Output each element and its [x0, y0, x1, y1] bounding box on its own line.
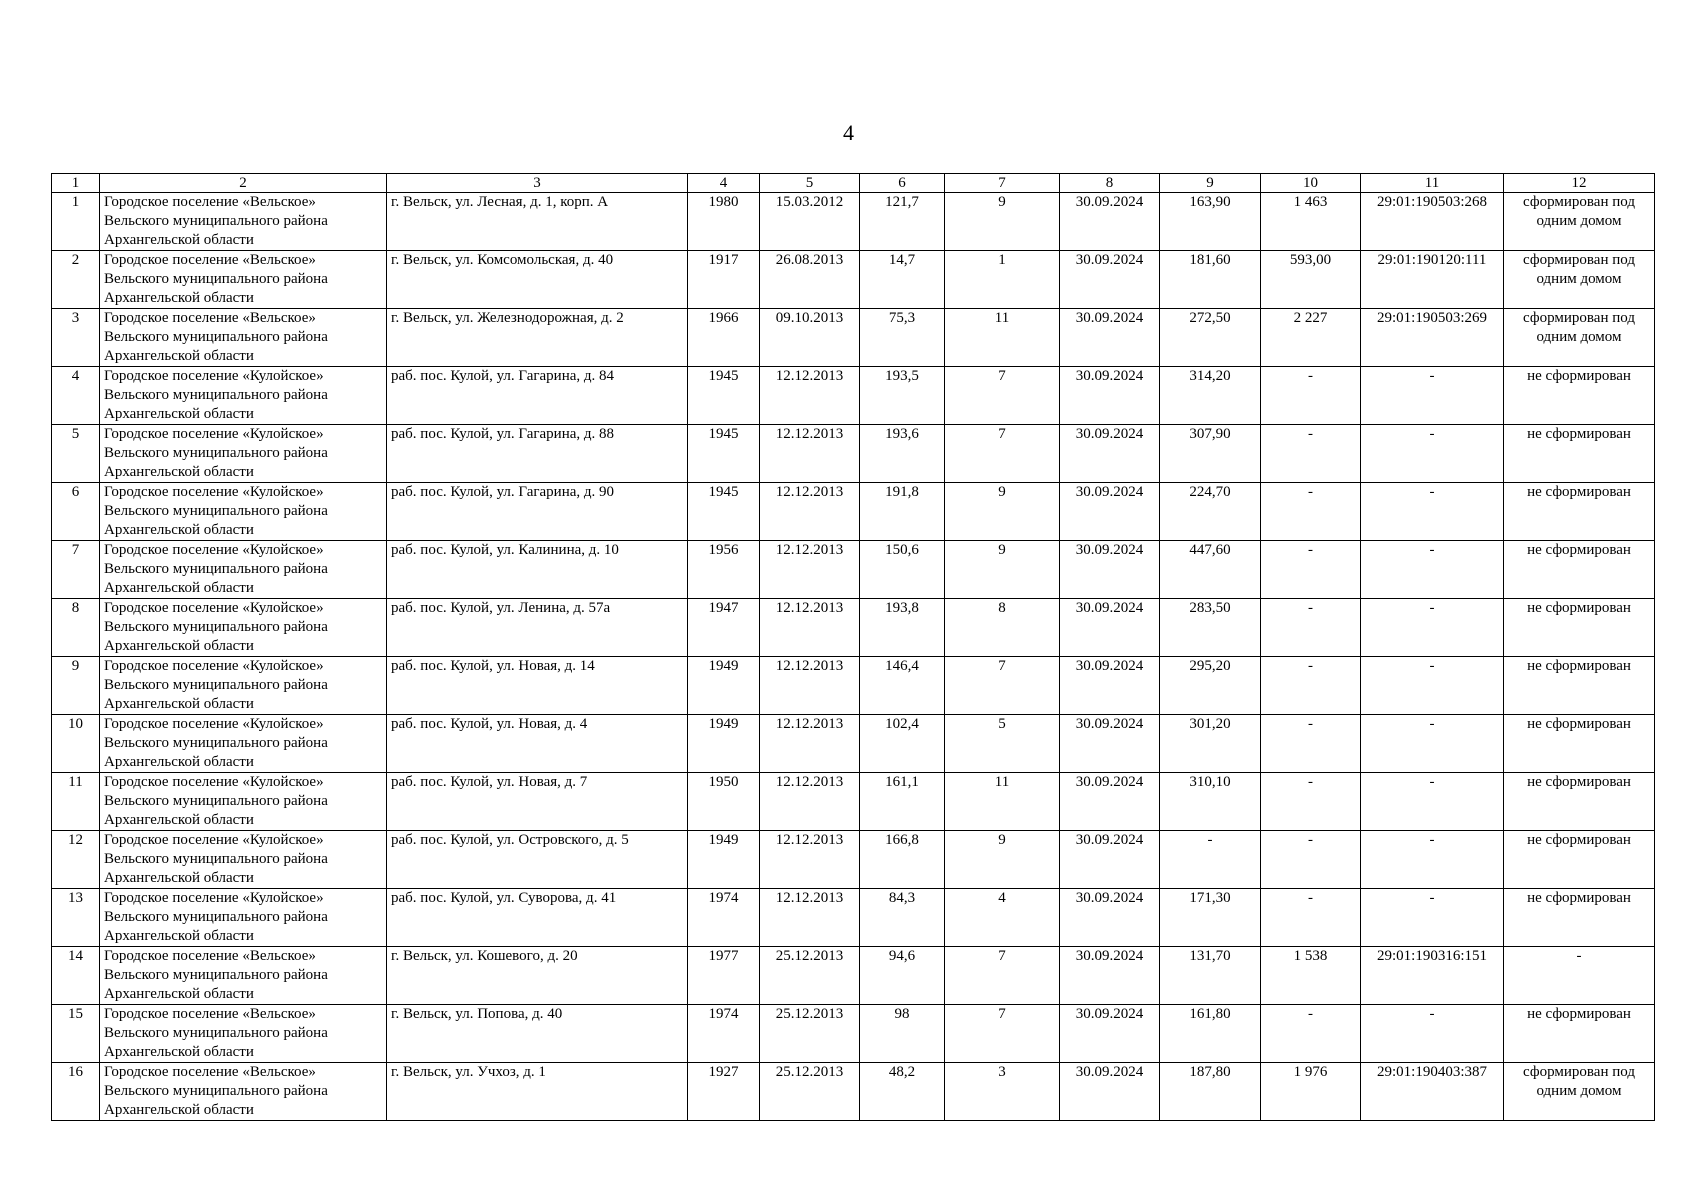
year-cell: 1945 — [688, 425, 760, 483]
cadastral-number-cell: - — [1361, 889, 1504, 947]
area-cell: 121,7 — [860, 193, 945, 251]
address-cell: раб. пос. Кулой, ул. Гагарина, д. 88 — [387, 425, 688, 483]
row-number-cell: 14 — [52, 947, 100, 1005]
row-number-cell: 5 — [52, 425, 100, 483]
cadastral-number-cell: - — [1361, 715, 1504, 773]
year-cell: 1949 — [688, 715, 760, 773]
municipality-cell: Городское поселение «Вельское» Вельского муниципального района Архангельской области — [100, 251, 387, 309]
table-row — [52, 541, 1655, 599]
address-cell: раб. пос. Кулой, ул. Островского, д. 5 — [387, 831, 688, 889]
residents-cell: 9 — [945, 483, 1060, 541]
residents-cell: 11 — [945, 309, 1060, 367]
year-cell: 1949 — [688, 831, 760, 889]
address-cell: раб. пос. Кулой, ул. Калинина, д. 10 — [387, 541, 688, 599]
area-cell: 102,4 — [860, 715, 945, 773]
date-cell: 26.08.2013 — [760, 251, 860, 309]
deadline-cell: 30.09.2024 — [1060, 831, 1160, 889]
deadline-cell: 30.09.2024 — [1060, 599, 1160, 657]
cadastral-number-cell: - — [1361, 541, 1504, 599]
residents-cell: 11 — [945, 773, 1060, 831]
land-status-cell: сформирован под одним домом — [1504, 309, 1655, 367]
cadastral-number-cell: - — [1361, 657, 1504, 715]
address-cell: раб. пос. Кулой, ул. Новая, д. 7 — [387, 773, 688, 831]
municipality-cell: Городское поселение «Кулойское» Вельского муниципального района Архангельской области — [100, 425, 387, 483]
column-number: 8 — [1060, 174, 1160, 193]
year-cell: 1945 — [688, 367, 760, 425]
date-cell: 25.12.2013 — [760, 1063, 860, 1121]
column-9-cell: - — [1160, 831, 1261, 889]
address-cell: раб. пос. Кулой, ул. Гагарина, д. 84 — [387, 367, 688, 425]
residents-cell: 5 — [945, 715, 1060, 773]
year-cell: 1956 — [688, 541, 760, 599]
row-number-cell: 4 — [52, 367, 100, 425]
residents-cell: 7 — [945, 947, 1060, 1005]
column-9-cell: 295,20 — [1160, 657, 1261, 715]
area-cell: 14,7 — [860, 251, 945, 309]
date-cell: 15.03.2012 — [760, 193, 860, 251]
land-status-cell: не сформирован — [1504, 367, 1655, 425]
date-cell: 25.12.2013 — [760, 1005, 860, 1063]
row-number-cell: 12 — [52, 831, 100, 889]
date-cell: 12.12.2013 — [760, 831, 860, 889]
table-row — [52, 657, 1655, 715]
column-10-cell: 1 463 — [1261, 193, 1361, 251]
address-cell: г. Вельск, ул. Учхоз, д. 1 — [387, 1063, 688, 1121]
cadastral-number-cell: 29:01:190120:111 — [1361, 251, 1504, 309]
page-number: 4 — [843, 120, 854, 145]
date-cell: 12.12.2013 — [760, 541, 860, 599]
deadline-cell: 30.09.2024 — [1060, 483, 1160, 541]
address-cell: г. Вельск, ул. Железнодорожная, д. 2 — [387, 309, 688, 367]
land-status-cell: не сформирован — [1504, 657, 1655, 715]
residents-cell: 3 — [945, 1063, 1060, 1121]
deadline-cell: 30.09.2024 — [1060, 1063, 1160, 1121]
column-10-cell: - — [1261, 367, 1361, 425]
column-9-cell: 181,60 — [1160, 251, 1261, 309]
municipality-cell: Городское поселение «Кулойское» Вельского муниципального района Архангельской области — [100, 541, 387, 599]
column-9-cell: 283,50 — [1160, 599, 1261, 657]
year-cell: 1974 — [688, 1005, 760, 1063]
residents-cell: 9 — [945, 193, 1060, 251]
table-row — [52, 425, 1655, 483]
year-cell: 1950 — [688, 773, 760, 831]
cadastral-number-cell: 29:01:190403:387 — [1361, 1063, 1504, 1121]
column-10-cell: - — [1261, 1005, 1361, 1063]
residents-cell: 7 — [945, 657, 1060, 715]
date-cell: 12.12.2013 — [760, 483, 860, 541]
residents-cell: 9 — [945, 831, 1060, 889]
deadline-cell: 30.09.2024 — [1060, 193, 1160, 251]
table-row — [52, 773, 1655, 831]
residents-cell: 9 — [945, 541, 1060, 599]
table-row — [52, 947, 1655, 1005]
cadastral-number-cell: 29:01:190316:151 — [1361, 947, 1504, 1005]
column-10-cell: 1 538 — [1261, 947, 1361, 1005]
column-number-row — [52, 174, 1655, 193]
year-cell: 1977 — [688, 947, 760, 1005]
address-cell: раб. пос. Кулой, ул. Новая, д. 14 — [387, 657, 688, 715]
table-row — [52, 367, 1655, 425]
column-number: 7 — [945, 174, 1060, 193]
date-cell: 12.12.2013 — [760, 425, 860, 483]
row-number-cell: 16 — [52, 1063, 100, 1121]
column-9-cell: 272,50 — [1160, 309, 1261, 367]
year-cell: 1947 — [688, 599, 760, 657]
land-status-cell: не сформирован — [1504, 773, 1655, 831]
date-cell: 12.12.2013 — [760, 599, 860, 657]
column-number: 1 — [52, 174, 100, 193]
row-number-cell: 9 — [52, 657, 100, 715]
municipality-cell: Городское поселение «Кулойское» Вельского муниципального района Архангельской области — [100, 599, 387, 657]
address-cell: раб. пос. Кулой, ул. Гагарина, д. 90 — [387, 483, 688, 541]
year-cell: 1917 — [688, 251, 760, 309]
column-10-cell: - — [1261, 773, 1361, 831]
column-9-cell: 131,70 — [1160, 947, 1261, 1005]
deadline-cell: 30.09.2024 — [1060, 1005, 1160, 1063]
land-status-cell: не сформирован — [1504, 425, 1655, 483]
column-9-cell: 301,20 — [1160, 715, 1261, 773]
row-number-cell: 3 — [52, 309, 100, 367]
residents-cell: 7 — [945, 367, 1060, 425]
deadline-cell: 30.09.2024 — [1060, 309, 1160, 367]
municipality-cell: Городское поселение «Кулойское» Вельского муниципального района Архангельской области — [100, 367, 387, 425]
area-cell: 75,3 — [860, 309, 945, 367]
deadline-cell: 30.09.2024 — [1060, 541, 1160, 599]
area-cell: 161,1 — [860, 773, 945, 831]
row-number-cell: 15 — [52, 1005, 100, 1063]
table-row — [52, 599, 1655, 657]
row-number-cell: 11 — [52, 773, 100, 831]
deadline-cell: 30.09.2024 — [1060, 889, 1160, 947]
column-number: 2 — [100, 174, 387, 193]
residents-cell: 7 — [945, 1005, 1060, 1063]
municipality-cell: Городское поселение «Кулойское» Вельского муниципального района Архангельской области — [100, 483, 387, 541]
land-status-cell: не сформирован — [1504, 715, 1655, 773]
column-10-cell: - — [1261, 889, 1361, 947]
column-10-cell: - — [1261, 425, 1361, 483]
land-status-cell: не сформирован — [1504, 483, 1655, 541]
cadastral-number-cell: - — [1361, 483, 1504, 541]
column-number: 11 — [1361, 174, 1504, 193]
column-9-cell: 224,70 — [1160, 483, 1261, 541]
address-cell: г. Вельск, ул. Кошевого, д. 20 — [387, 947, 688, 1005]
table-row — [52, 483, 1655, 541]
cadastral-number-cell: - — [1361, 1005, 1504, 1063]
column-9-cell: 171,30 — [1160, 889, 1261, 947]
land-status-cell: сформирован под одним домом — [1504, 251, 1655, 309]
land-status-cell: не сформирован — [1504, 889, 1655, 947]
municipality-cell: Городское поселение «Кулойское» Вельского муниципального района Архангельской области — [100, 715, 387, 773]
table-row — [52, 193, 1655, 251]
area-cell: 150,6 — [860, 541, 945, 599]
column-10-cell: - — [1261, 541, 1361, 599]
area-cell: 193,6 — [860, 425, 945, 483]
area-cell: 166,8 — [860, 831, 945, 889]
row-number-cell: 10 — [52, 715, 100, 773]
date-cell: 12.12.2013 — [760, 367, 860, 425]
column-number: 5 — [760, 174, 860, 193]
cadastral-number-cell: 29:01:190503:269 — [1361, 309, 1504, 367]
municipality-cell: Городское поселение «Кулойское» Вельского муниципального района Архангельской области — [100, 657, 387, 715]
municipality-cell: Городское поселение «Вельское» Вельского муниципального района Архангельской области — [100, 947, 387, 1005]
address-cell: г. Вельск, ул. Комсомольская, д. 40 — [387, 251, 688, 309]
residents-cell: 4 — [945, 889, 1060, 947]
column-number: 4 — [688, 174, 760, 193]
deadline-cell: 30.09.2024 — [1060, 425, 1160, 483]
column-9-cell: 314,20 — [1160, 367, 1261, 425]
residents-cell: 1 — [945, 251, 1060, 309]
year-cell: 1945 — [688, 483, 760, 541]
column-10-cell: - — [1261, 599, 1361, 657]
deadline-cell: 30.09.2024 — [1060, 251, 1160, 309]
date-cell: 25.12.2013 — [760, 947, 860, 1005]
row-number-cell: 7 — [52, 541, 100, 599]
land-status-cell: не сформирован — [1504, 1005, 1655, 1063]
column-10-cell: - — [1261, 831, 1361, 889]
column-number: 6 — [860, 174, 945, 193]
address-cell: раб. пос. Кулой, ул. Суворова, д. 41 — [387, 889, 688, 947]
column-number: 10 — [1261, 174, 1361, 193]
deadline-cell: 30.09.2024 — [1060, 367, 1160, 425]
deadline-cell: 30.09.2024 — [1060, 657, 1160, 715]
table-row — [52, 715, 1655, 773]
deadline-cell: 30.09.2024 — [1060, 773, 1160, 831]
year-cell: 1980 — [688, 193, 760, 251]
cadastral-number-cell: - — [1361, 599, 1504, 657]
row-number-cell: 6 — [52, 483, 100, 541]
table-body — [52, 193, 1655, 1121]
land-status-cell: не сформирован — [1504, 831, 1655, 889]
cadastral-number-cell: - — [1361, 773, 1504, 831]
address-cell: г. Вельск, ул. Лесная, д. 1, корп. А — [387, 193, 688, 251]
row-number-cell: 2 — [52, 251, 100, 309]
year-cell: 1927 — [688, 1063, 760, 1121]
cadastral-number-cell: - — [1361, 831, 1504, 889]
column-10-cell: 1 976 — [1261, 1063, 1361, 1121]
year-cell: 1966 — [688, 309, 760, 367]
municipality-cell: Городское поселение «Вельское» Вельского муниципального района Архангельской области — [100, 309, 387, 367]
column-9-cell: 187,80 — [1160, 1063, 1261, 1121]
year-cell: 1974 — [688, 889, 760, 947]
date-cell: 12.12.2013 — [760, 657, 860, 715]
area-cell: 94,6 — [860, 947, 945, 1005]
table-row — [52, 1005, 1655, 1063]
table-row — [52, 889, 1655, 947]
deadline-cell: 30.09.2024 — [1060, 715, 1160, 773]
municipality-cell: Городское поселение «Вельское» Вельского муниципального района Архангельской области — [100, 1005, 387, 1063]
table-row — [52, 251, 1655, 309]
area-cell: 98 — [860, 1005, 945, 1063]
table-row — [52, 1063, 1655, 1121]
date-cell: 12.12.2013 — [760, 889, 860, 947]
area-cell: 193,5 — [860, 367, 945, 425]
municipality-cell: Городское поселение «Кулойское» Вельского муниципального района Архангельской области — [100, 831, 387, 889]
column-9-cell: 163,90 — [1160, 193, 1261, 251]
column-9-cell: 161,80 — [1160, 1005, 1261, 1063]
column-9-cell: 310,10 — [1160, 773, 1261, 831]
column-9-cell: 307,90 — [1160, 425, 1261, 483]
column-number: 12 — [1504, 174, 1655, 193]
area-cell: 48,2 — [860, 1063, 945, 1121]
address-cell: раб. пос. Кулой, ул. Ленина, д. 57а — [387, 599, 688, 657]
area-cell: 191,8 — [860, 483, 945, 541]
column-10-cell: - — [1261, 657, 1361, 715]
column-9-cell: 447,60 — [1160, 541, 1261, 599]
land-status-cell: сформирован под одним домом — [1504, 1063, 1655, 1121]
cadastral-number-cell: - — [1361, 367, 1504, 425]
column-number: 9 — [1160, 174, 1261, 193]
column-number: 3 — [387, 174, 688, 193]
area-cell: 146,4 — [860, 657, 945, 715]
land-status-cell: - — [1504, 947, 1655, 1005]
row-number-cell: 1 — [52, 193, 100, 251]
municipality-cell: Городское поселение «Вельское» Вельского муниципального района Архангельской области — [100, 193, 387, 251]
date-cell: 09.10.2013 — [760, 309, 860, 367]
table-row — [52, 831, 1655, 889]
land-status-cell: сформирован под одним домом — [1504, 193, 1655, 251]
cadastral-number-cell: 29:01:190503:268 — [1361, 193, 1504, 251]
municipality-cell: Городское поселение «Кулойское» Вельского муниципального района Архангельской области — [100, 773, 387, 831]
date-cell: 12.12.2013 — [760, 715, 860, 773]
municipality-cell: Городское поселение «Кулойское» Вельского муниципального района Архангельской области — [100, 889, 387, 947]
column-10-cell: 2 227 — [1261, 309, 1361, 367]
row-number-cell: 13 — [52, 889, 100, 947]
municipality-cell: Городское поселение «Вельское» Вельского муниципального района Архангельской области — [100, 1063, 387, 1121]
cadastral-number-cell: - — [1361, 425, 1504, 483]
land-status-cell: не сформирован — [1504, 599, 1655, 657]
column-10-cell: - — [1261, 715, 1361, 773]
area-cell: 84,3 — [860, 889, 945, 947]
address-cell: раб. пос. Кулой, ул. Новая, д. 4 — [387, 715, 688, 773]
column-10-cell: 593,00 — [1261, 251, 1361, 309]
date-cell: 12.12.2013 — [760, 773, 860, 831]
deadline-cell: 30.09.2024 — [1060, 947, 1160, 1005]
residents-cell: 7 — [945, 425, 1060, 483]
residents-cell: 8 — [945, 599, 1060, 657]
land-status-cell: не сформирован — [1504, 541, 1655, 599]
column-10-cell: - — [1261, 483, 1361, 541]
table-row — [52, 309, 1655, 367]
address-cell: г. Вельск, ул. Попова, д. 40 — [387, 1005, 688, 1063]
year-cell: 1949 — [688, 657, 760, 715]
area-cell: 193,8 — [860, 599, 945, 657]
housing-register-table — [51, 173, 1655, 1121]
row-number-cell: 8 — [52, 599, 100, 657]
